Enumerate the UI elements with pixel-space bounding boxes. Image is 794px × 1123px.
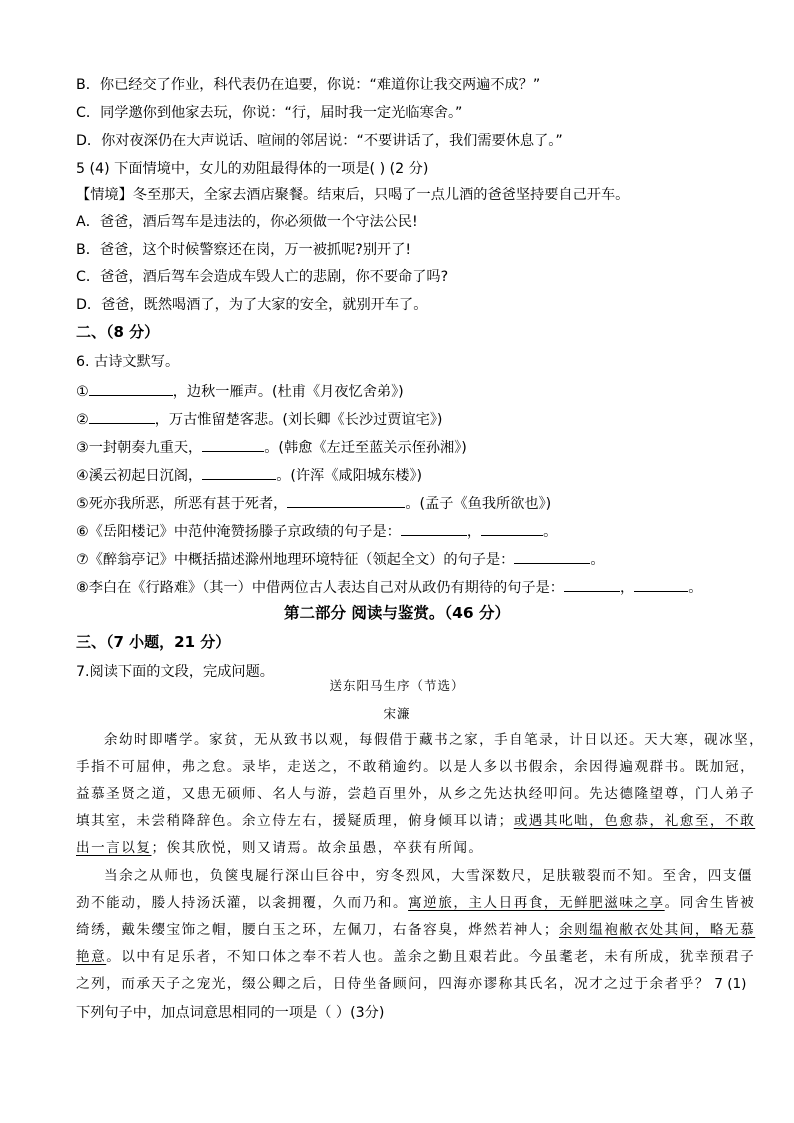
q7-1-number: 7 (1) — [709, 976, 747, 992]
q6-item-8-end: 。 — [688, 580, 703, 596]
q5-4-scenario: 【情境】冬至那天，全家去酒店聚餐。结束后，只喝了一点儿酒的爸爸坚持要自己开车。 — [76, 187, 630, 203]
q6-item-4-prefix: ④溪云初起日沉阁， — [76, 468, 203, 484]
passage-line — [76, 948, 755, 966]
underlined-sentence: 或遇其叱咄，色愈恭，礼愈至，不敢 — [513, 813, 756, 829]
q6-item-2-text: ，万古惟留楚客悲。(刘长卿《长沙过贾谊宅》) — [154, 412, 443, 428]
passage-text: 劲不能动，媵人持汤沃灌，以衾拥覆，久而乃和。 — [76, 895, 409, 911]
passage-text: 填其室，未尝稍降辞色。余立侍左右，援疑质理，俯身倾耳以请； — [76, 813, 514, 829]
q6-item-1 — [76, 381, 404, 401]
q5-3-option-c: C．同学邀你到他家去玩，你说：“行，届时我一定光临寒舍。” — [76, 105, 463, 121]
q6-item-8-sep: ， — [620, 580, 635, 596]
answer-blank[interactable] — [89, 409, 155, 424]
answer-blank[interactable] — [287, 493, 405, 508]
q6-item-1-text: ，边秋一雁声。(杜甫《月夜忆舍弟》) — [172, 384, 404, 400]
passage-line: 余幼时即嗜学。家贫，无从致书以观，每假借于藏书之家，手自笔录，计日以还。天大寒，砚冰坚， — [104, 732, 765, 748]
answer-blank[interactable] — [564, 577, 620, 592]
answer-blank[interactable] — [202, 465, 276, 480]
q6-item-4 — [76, 465, 422, 485]
q6-item-5-prefix: ⑤死亦我所恶，所恶有甚于死者， — [76, 496, 288, 512]
q6-item-1-prefix: ① — [76, 384, 89, 400]
q6-item-8 — [76, 577, 702, 597]
passage-text: 绮绣，戴朱缨宝饰之帽，腰白玉之环，左佩刀，右备容臭，烨然若神人； — [76, 922, 559, 938]
section-2-title: 二、（8 分） — [76, 323, 160, 341]
passage-text: 。以中有足乐者，不知口体之奉不若人也。盖余之勤且艰若此。今虽耄老，未有所成，犹幸预君子 — [106, 949, 756, 965]
section-3-title: 三、（7 小题，21 分） — [76, 633, 231, 651]
passage-line — [76, 894, 755, 912]
q7-stem: 7.阅读下面的文段，完成问题。 — [76, 664, 274, 680]
underlined-sentence: 寓逆旅，主人日再食，无鲜肥滋味之享 — [408, 895, 665, 911]
q6-item-6-prefix: ⑥《岳阳楼记》中范仲淹赞扬滕子京政绩的句子是： — [76, 524, 401, 540]
part-2-title: 第二部分 阅读与鉴赏。（46 分） — [283, 604, 511, 622]
q6-item-2-prefix: ② — [76, 412, 89, 428]
passage-text: 之列，而承天子之宠光，缀公卿之后，日侍坐备顾问，四海亦谬称其氏名，况才之过于余者乎？ — [76, 976, 710, 992]
passage-line — [76, 839, 484, 857]
underlined-sentence: 余则缊袍敝衣处其间，略无慕 — [559, 922, 756, 938]
q6-item-3-text: 。(韩愈《左迁至蓝关示侄孙湘》) — [264, 440, 467, 456]
q6-item-5-text: 。(孟子《鱼我所欲也》) — [405, 496, 552, 512]
q6-item-7-prefix: ⑦《醉翁亭记》中概括描述滁州地理环境特征（领起全文）的句子是： — [76, 552, 515, 568]
passage-line — [76, 975, 746, 993]
passage-title: 送东阳马生序（节选） — [329, 678, 465, 693]
q6-item-6-end: 。 — [543, 524, 558, 540]
passage-line — [76, 812, 755, 830]
passage-line — [76, 921, 755, 939]
q6-item-4-text: 。(许浑《咸阳城东楼》) — [276, 468, 423, 484]
underlined-sentence: 艳意 — [76, 949, 107, 965]
passage-text: ；俟其欣悦，则又请焉。故余虽愚，卒获有所闻。 — [151, 840, 484, 856]
q5-4-option-c: C．爸爸，酒后驾车会造成车毁人亡的悲剧，你不要命了吗? — [76, 269, 449, 285]
q6-item-3 — [76, 437, 467, 457]
q6-item-6-sep: ， — [466, 524, 482, 540]
q6-item-8-prefix: ⑧李白在《行路难》（其一）中借两位古人表达自己对从政仍有期待的句子是： — [76, 580, 564, 596]
q6-item-3-prefix: ③一封朝奏九重天， — [76, 440, 203, 456]
answer-blank[interactable] — [202, 437, 264, 452]
underlined-sentence: 出一言以复 — [76, 840, 152, 856]
answer-blank[interactable] — [401, 521, 467, 536]
answer-blank[interactable] — [514, 549, 590, 564]
q5-4-option-a: A．爸爸，酒后驾车是违法的，你必须做一个守法公民! — [76, 214, 418, 230]
q6-item-7 — [76, 549, 605, 569]
q7-1-stem: 下列句子中，加点词意思相同的一项是（ ）(3分) — [76, 1005, 385, 1021]
passage-line: 手指不可屈伸，弗之怠。录毕，走送之，不敢稍逾约。以是人多以书假余，余因得遍观群书。既加冠， — [76, 759, 756, 775]
q5-4-stem: 5 (4) 下面情境中，女儿的劝阻最得体的一项是( ) (2 分) — [76, 161, 429, 177]
passage-text: 。同舍生皆被 — [664, 895, 756, 911]
passage-line: 益慕圣贤之道，又患无硕师、名人与游，尝趋百里外，从乡之先达执经叩问。先达德隆望尊，门人弟子 — [76, 786, 756, 802]
q5-4-option-b: B．爸爸，这个时候警察还在岗，万一被抓呢?别开了! — [76, 242, 412, 258]
q6-item-6 — [76, 521, 557, 541]
answer-blank[interactable] — [481, 521, 543, 536]
passage-author: 宋濂 — [383, 706, 411, 721]
q6-stem: 6. 古诗文默写。 — [76, 354, 180, 370]
q6-item-2 — [76, 409, 442, 429]
q5-4-option-d: D．爸爸，既然喝酒了，为了大家的安全，就别开车了。 — [76, 297, 428, 313]
q6-item-5 — [76, 493, 551, 513]
passage-line: 当余之从师也，负箧曳屣行深山巨谷中，穷冬烈风，大雪深数尺，足肤皲裂而不知。至舍，四支僵 — [104, 868, 754, 884]
answer-blank[interactable] — [634, 577, 688, 592]
answer-blank[interactable] — [89, 381, 173, 396]
q5-3-option-d: D．你对夜深仍在大声说话、喧闹的邻居说：“不要讲话了，我们需要休息了。” — [76, 133, 563, 149]
q5-3-option-b: B．你已经交了作业，科代表仍在追要，你说：“难道你让我交两遍不成？” — [76, 77, 541, 93]
q6-item-7-end: 。 — [590, 552, 605, 568]
